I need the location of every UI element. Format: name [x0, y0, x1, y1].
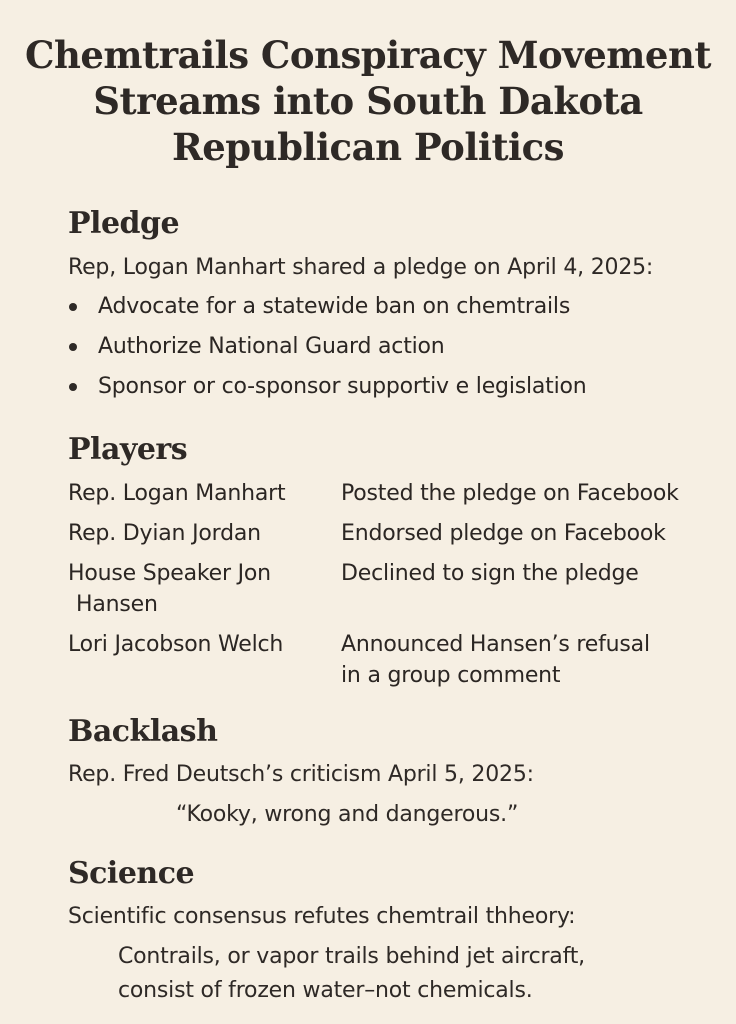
pledge-intro: Rep, Logan Manhart shared a pledge on April 4, 2025:	[68, 255, 654, 280]
table-row	[68, 518, 718, 558]
science-line-1: Contrails, or vapor trails behind jet aircraft,	[118, 944, 585, 969]
player-name	[68, 558, 341, 629]
bullet-icon	[69, 343, 77, 351]
backlash-intro: Rep. Fred Deutsch’s criticism April 5, 2025:	[68, 762, 534, 787]
pledge-item-text: Sponsor or co-sponsor supportiv e legislation	[98, 374, 587, 399]
player-role-line-2: in a group comment	[341, 663, 561, 688]
bullet-icon	[69, 303, 77, 311]
players-table	[68, 478, 718, 691]
pledge-heading: Pledge	[68, 206, 180, 241]
player-name-line-2: Hansen	[76, 592, 158, 617]
backlash-heading: Backlash	[68, 714, 218, 749]
table-row	[68, 629, 718, 691]
title-line-2: Streams into South Dakota	[93, 79, 643, 123]
title-line-1: Chemtrails Conspiracy Movement	[25, 33, 711, 77]
player-name: Rep. Dyian Jordan	[68, 521, 261, 546]
players-heading: Players	[68, 432, 188, 467]
pledge-item-text: Advocate for a statewide ban on chemtrails	[98, 294, 571, 319]
science-intro: Scientific consensus refutes chemtrail thheory:	[68, 904, 576, 929]
table-row	[68, 558, 718, 629]
player-name: Lori Jacobson Welch	[68, 632, 284, 657]
player-role: Posted the pledge on Facebook	[341, 481, 679, 506]
player-role-line-1: Announced Hansen’s refusal	[341, 632, 650, 657]
list-item	[68, 373, 587, 413]
player-role: Declined to sign the pledge	[341, 561, 639, 586]
list-item	[68, 333, 587, 373]
science-line-2: consist of frozen water–not chemicals.	[118, 978, 533, 1003]
player-role	[341, 629, 711, 691]
backlash-quote: “Kooky, wrong and dangerous.”	[176, 802, 519, 827]
pledge-item-text: Authorize National Guard action	[98, 334, 445, 359]
list-item	[68, 293, 587, 333]
page-title	[20, 32, 716, 170]
science-heading: Science	[68, 856, 195, 891]
player-name-line-1: House Speaker Jon	[68, 561, 271, 586]
bullet-icon	[69, 383, 77, 391]
title-line-3: Republican Politics	[172, 125, 564, 169]
player-name: Rep. Logan Manhart	[68, 481, 286, 506]
player-role: Endorsed pledge on Facebook	[341, 521, 666, 546]
table-row	[68, 478, 718, 518]
pledge-list	[68, 293, 587, 413]
